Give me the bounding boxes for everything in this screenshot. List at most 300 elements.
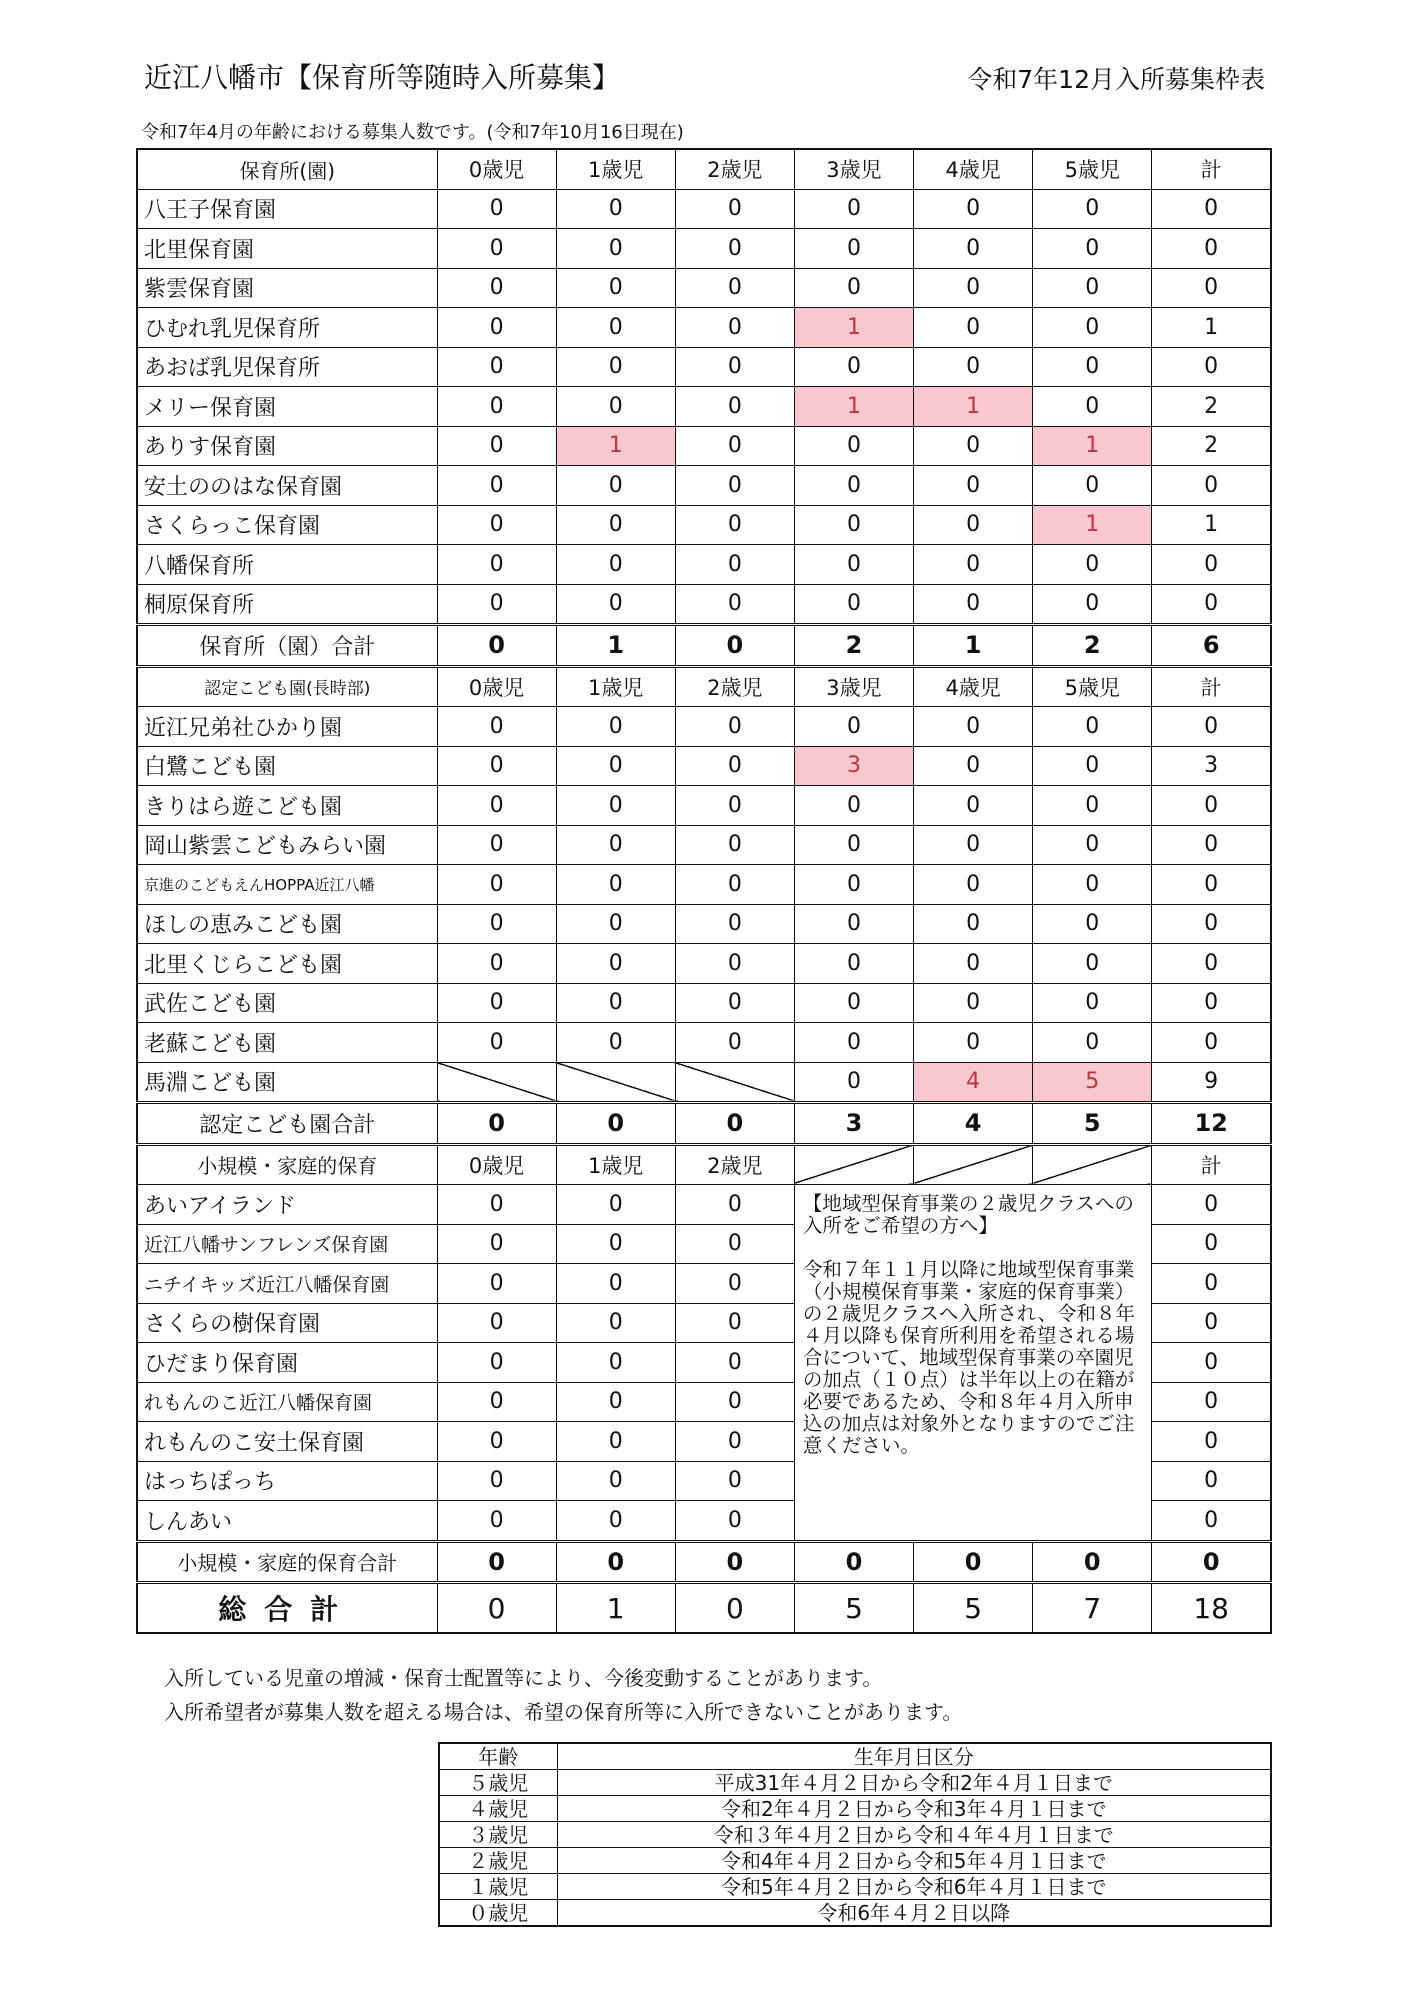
count-cell: 0 [437,983,556,1023]
count-cell: 0 [556,466,675,506]
count-cell: 0 [794,786,913,826]
count-cell: 0 [1152,584,1271,625]
grand-total-label: 総合計 [137,1583,437,1634]
facility-name: はっちぽっち [137,1461,437,1501]
count-cell: 0 [1033,1023,1152,1063]
count-cell: 0 [1152,786,1271,826]
column-header: 1歳児 [556,1144,675,1185]
table-row [137,545,1271,585]
facility-name: れもんのこ安土保育園 [137,1422,437,1462]
count-cell: 0 [675,1501,794,1542]
column-header: 0歳児 [437,149,556,189]
count-cell: 0 [1152,1185,1271,1225]
birthdate-range: 令和6年４月２日以降 [557,1900,1271,1927]
facility-name: あおば乳児保育所 [137,347,437,387]
count-cell: 0 [675,944,794,984]
column-header: 3歳児 [794,149,913,189]
count-cell: 0 [1152,1224,1271,1264]
top-note: 令和7年4月の年齢における募集人数です。(令和7年10月16日現在) [141,122,684,143]
age-label: ３歳児 [439,1822,557,1848]
notice-body: 令和７年１１月以降に地域型保育事業（小規模保育事業・家庭的保育事業）の２歳児クラスへ入所され、令和８年４月以降も保育所利用を希望される場合について、地域型保育事業の卒園児の加点（１０点）は半年以上の在籍が必要であるため、令和８年４月入所申込の加点は対象外となりますのでご注意ください。 [802,1258,1136,1457]
count-cell: 3 [1152,746,1271,786]
count-cell: 0 [556,1382,675,1422]
facility-name: メリー保育園 [137,387,437,427]
count-cell: 0 [1152,1303,1271,1343]
count-cell: 0 [1152,825,1271,865]
count-cell: 0 [1033,466,1152,506]
count-cell: 0 [437,1185,556,1225]
count-cell: 0 [556,545,675,585]
count-cell: 0 [1152,347,1271,387]
count-cell: 0 [556,1303,675,1343]
facility-name: 近江八幡サンフレンズ保育園 [137,1224,437,1264]
count-cell: 0 [675,229,794,269]
count-cell: 0 [1152,983,1271,1023]
count-cell: 0 [914,825,1033,865]
count-cell: 0 [437,1501,556,1542]
age-label: ０歳児 [439,1900,557,1927]
count-cell: 0 [556,387,675,427]
facility-name: 京進のこどもえんHOPPA近江八幡 [137,865,437,905]
count-cell: 0 [794,229,913,269]
table-row [137,229,1271,269]
count-cell: 0 [437,1303,556,1343]
not-applicable-cell [1033,1144,1152,1185]
count-cell: 0 [1033,387,1152,427]
subtotal-cell: 0 [437,1103,556,1145]
count-cell: 0 [794,189,913,229]
count-cell: 0 [1152,1343,1271,1383]
count-cell: 0 [794,825,913,865]
header-row [137,1144,1271,1185]
table-row [137,426,1271,466]
count-cell: 0 [794,545,913,585]
count-cell: 0 [437,904,556,944]
count-cell: 0 [1033,944,1152,984]
count-cell: 0 [794,865,913,905]
count-cell: 0 [914,944,1033,984]
subtotal-cell: 4 [914,1103,1033,1145]
count-cell: 0 [914,786,1033,826]
count-cell: 0 [437,308,556,348]
count-cell: 0 [675,1343,794,1383]
facility-name: ありす保育園 [137,426,437,466]
count-cell: 0 [1152,865,1271,905]
count-cell: 0 [914,707,1033,747]
column-header: 1歳児 [556,666,675,707]
count-cell: 0 [556,268,675,308]
count-cell: 0 [556,584,675,625]
count-cell: 0 [1152,1422,1271,1462]
subtotal-cell: 3 [794,1103,913,1145]
count-cell: 0 [437,545,556,585]
count-cell: 0 [794,347,913,387]
count-cell: 0 [1152,466,1271,506]
count-cell: 0 [794,707,913,747]
count-cell: 0 [437,347,556,387]
count-cell: 1 [794,387,913,427]
count-cell: 0 [794,466,913,506]
count-cell: 0 [1033,308,1152,348]
page-title: 近江八幡市【保育所等随時入所募集】 [144,61,621,94]
table-row [137,466,1271,506]
subtotal-label: 保育所（園）合計 [137,625,437,667]
not-applicable-cell [914,1144,1033,1185]
count-cell: 0 [675,1303,794,1343]
count-cell: 0 [437,746,556,786]
count-cell: 3 [794,746,913,786]
count-cell: 0 [794,944,913,984]
grand-total-cell: 7 [1033,1583,1152,1634]
count-cell: 0 [675,1264,794,1304]
count-cell: 0 [794,584,913,625]
age-row [439,1770,1271,1796]
count-cell: 1 [1033,505,1152,545]
count-cell: 0 [1152,1382,1271,1422]
count-cell: 0 [675,746,794,786]
count-cell: 0 [1033,347,1152,387]
count-cell: 0 [437,229,556,269]
count-cell: 0 [914,746,1033,786]
count-cell: 0 [914,865,1033,905]
age-label: ２歳児 [439,1848,557,1874]
subtotal-label: 認定こども園合計 [137,1103,437,1145]
count-cell: 0 [1152,189,1271,229]
count-cell: 0 [675,268,794,308]
count-cell: 0 [675,865,794,905]
count-cell: 0 [1152,545,1271,585]
grand-total-cell: 0 [437,1583,556,1634]
count-cell: 2 [1152,387,1271,427]
facility-name: ほしの恵みこども園 [137,904,437,944]
subtotal-cell: 1 [914,625,1033,667]
column-header: 年齢 [439,1743,557,1770]
grand-total-cell: 1 [556,1583,675,1634]
subtotal-cell: 0 [556,1541,675,1583]
count-cell: 0 [437,707,556,747]
table-row [137,584,1271,625]
count-cell: 0 [1033,584,1152,625]
count-cell: 5 [1033,1062,1152,1103]
count-cell: 0 [794,505,913,545]
count-cell: 0 [556,746,675,786]
column-header: 計 [1152,666,1271,707]
subtotal-cell: 2 [794,625,913,667]
facility-name: 八幡保育所 [137,545,437,585]
age-label: １歳児 [439,1874,557,1900]
count-cell: 0 [1033,983,1152,1023]
count-cell: 0 [794,983,913,1023]
table-row [137,1062,1271,1103]
birthdate-range: 令和2年４月２日から令和3年４月１日まで [557,1796,1271,1822]
count-cell: 0 [437,1264,556,1304]
facility-name: さくらっこ保育園 [137,505,437,545]
subtotal-row [137,625,1271,667]
count-cell: 2 [1152,426,1271,466]
count-cell: 1 [1152,505,1271,545]
section-header: 小規模・家庭的保育 [137,1144,437,1185]
subtotal-row [137,1541,1271,1583]
count-cell: 0 [556,189,675,229]
count-cell: 0 [914,268,1033,308]
table-row [137,1185,1271,1225]
count-cell: 0 [437,1343,556,1383]
column-header: 3歳児 [794,666,913,707]
column-header: 5歳児 [1033,149,1152,189]
page-subtitle: 令和7年12月入所募集枠表 [967,65,1265,94]
count-cell: 0 [675,1422,794,1462]
count-cell: 0 [556,1501,675,1542]
count-cell: 0 [675,983,794,1023]
count-cell: 0 [556,1224,675,1264]
grand-total-row [137,1583,1271,1634]
count-cell: 0 [437,1023,556,1063]
count-cell: 0 [1152,268,1271,308]
footnote: 入所している児童の増減・保育士配置等により、今後変動することがあります。 [164,1666,883,1690]
column-header: 0歳児 [437,666,556,707]
not-applicable-cell [437,1062,556,1103]
count-cell: 0 [556,1343,675,1383]
table-row [137,387,1271,427]
column-header: 5歳児 [1033,666,1152,707]
birthdate-range: 令和5年４月２日から令和6年４月１日まで [557,1874,1271,1900]
count-cell: 0 [556,786,675,826]
age-row [439,1796,1271,1822]
facility-name: 安土ののはな保育園 [137,466,437,506]
count-cell: 0 [1152,904,1271,944]
count-cell: 1 [794,308,913,348]
count-cell: 0 [675,189,794,229]
subtotal-cell: 12 [1152,1103,1271,1145]
count-cell: 0 [437,426,556,466]
table-row [137,268,1271,308]
column-header: 2歳児 [675,666,794,707]
count-cell: 0 [1152,944,1271,984]
count-cell: 0 [556,865,675,905]
column-header: 2歳児 [675,1144,794,1185]
subtotal-row [137,1103,1271,1145]
notice-title: 【地域型保育事業の２歳児クラスへの入所をご希望の方へ】 [802,1192,1134,1237]
count-cell: 0 [437,584,556,625]
count-cell: 0 [675,786,794,826]
count-cell: 0 [675,347,794,387]
count-cell: 0 [675,584,794,625]
count-cell: 0 [437,1382,556,1422]
count-cell: 0 [437,1224,556,1264]
count-cell: 0 [1033,268,1152,308]
subtotal-cell: 0 [1152,1541,1271,1583]
count-cell: 0 [675,1224,794,1264]
subtotal-cell: 2 [1033,625,1152,667]
column-header: 0歳児 [437,1144,556,1185]
table-row [137,505,1271,545]
count-cell: 0 [675,466,794,506]
count-cell: 0 [794,268,913,308]
count-cell: 0 [1152,707,1271,747]
grand-total-cell: 18 [1152,1583,1271,1634]
facility-name: ひだまり保育園 [137,1343,437,1383]
facility-name: ニチイキッズ近江八幡保育園 [137,1264,437,1304]
facility-name: 北里くじらこども園 [137,944,437,984]
count-cell: 0 [914,1023,1033,1063]
count-cell: 0 [1152,1501,1271,1542]
count-cell: 0 [675,308,794,348]
count-cell: 0 [556,1023,675,1063]
count-cell: 0 [556,505,675,545]
count-cell: 0 [794,1062,913,1103]
not-applicable-cell [794,1144,913,1185]
count-cell: 0 [675,387,794,427]
header-row [137,666,1271,707]
count-cell: 0 [675,1382,794,1422]
age-row [439,1822,1271,1848]
facility-name: きりはら遊こども園 [137,786,437,826]
section-header: 保育所(園) [137,149,437,189]
count-cell: 0 [1033,229,1152,269]
subtotal-cell: 0 [914,1541,1033,1583]
table-row [137,865,1271,905]
count-cell: 0 [675,545,794,585]
footnote: 入所希望者が募集人数を超える場合は、希望の保育所等に入所できないことがあります。 [164,1700,963,1724]
subtotal-cell: 1 [556,625,675,667]
table-row [137,189,1271,229]
facility-name: 桐原保育所 [137,584,437,625]
grand-total-cell: 5 [794,1583,913,1634]
facility-name: 八王子保育園 [137,189,437,229]
subtotal-cell: 0 [794,1541,913,1583]
count-cell: 0 [914,983,1033,1023]
age-birthdate-table [438,1742,1272,1927]
count-cell: 0 [675,426,794,466]
grand-total-cell: 0 [675,1583,794,1634]
count-cell: 0 [914,584,1033,625]
age-row [439,1848,1271,1874]
not-applicable-cell [556,1062,675,1103]
count-cell: 0 [1033,746,1152,786]
count-cell: 0 [1152,1023,1271,1063]
count-cell: 0 [437,865,556,905]
count-cell: 0 [1152,1461,1271,1501]
subtotal-cell: 5 [1033,1103,1152,1145]
count-cell: 0 [1033,786,1152,826]
count-cell: 0 [914,545,1033,585]
count-cell: 0 [556,229,675,269]
count-cell: 0 [914,466,1033,506]
count-cell: 0 [437,505,556,545]
subtotal-label: 小規模・家庭的保育合計 [137,1541,437,1583]
facility-name: 白鷺こども園 [137,746,437,786]
count-cell: 0 [914,308,1033,348]
facility-name: さくらの樹保育園 [137,1303,437,1343]
count-cell: 1 [556,426,675,466]
count-cell: 0 [914,904,1033,944]
count-cell: 0 [437,1461,556,1501]
count-cell: 0 [1033,707,1152,747]
count-cell: 0 [437,825,556,865]
count-cell: 1 [1152,308,1271,348]
count-cell: 0 [556,1264,675,1304]
table-row [137,308,1271,348]
count-cell: 0 [437,387,556,427]
age-label: ４歳児 [439,1796,557,1822]
count-cell: 0 [437,466,556,506]
not-applicable-cell [675,1062,794,1103]
column-header: 生年月日区分 [557,1743,1271,1770]
birthdate-range: 令和4年４月２日から令和5年４月１日まで [557,1848,1271,1874]
count-cell: 9 [1152,1062,1271,1103]
birthdate-range: 平成31年４月２日から令和2年４月１日まで [557,1770,1271,1796]
subtotal-cell: 0 [675,625,794,667]
facility-name: 馬淵こども園 [137,1062,437,1103]
facility-name: 岡山紫雲こどもみらい園 [137,825,437,865]
table-row [137,983,1271,1023]
facility-name: しんあい [137,1501,437,1542]
count-cell: 0 [437,1422,556,1462]
recruitment-table [136,148,1272,1634]
count-cell: 0 [914,229,1033,269]
count-cell: 0 [675,707,794,747]
count-cell: 0 [675,1023,794,1063]
birthdate-range: 令和３年４月２日から令和４年４月１日まで [557,1822,1271,1848]
count-cell: 0 [675,825,794,865]
count-cell: 0 [437,786,556,826]
table-row [137,904,1271,944]
count-cell: 0 [794,426,913,466]
count-cell: 0 [556,308,675,348]
header-row [137,149,1271,189]
column-header: 計 [1152,149,1271,189]
count-cell: 0 [556,1461,675,1501]
count-cell: 0 [556,904,675,944]
count-cell: 0 [556,944,675,984]
section-header: 認定こども園(長時部) [137,666,437,707]
age-table-header [439,1743,1271,1770]
count-cell: 0 [675,904,794,944]
count-cell: 0 [437,189,556,229]
facility-name: れもんのこ近江八幡保育園 [137,1382,437,1422]
table-row [137,1023,1271,1063]
grand-total-cell: 5 [914,1583,1033,1634]
age-row [439,1874,1271,1900]
count-cell: 0 [675,1185,794,1225]
count-cell: 0 [1033,825,1152,865]
count-cell: 0 [914,505,1033,545]
count-cell: 1 [914,387,1033,427]
count-cell: 0 [794,1023,913,1063]
subtotal-cell: 0 [556,1103,675,1145]
count-cell: 0 [794,904,913,944]
subtotal-cell: 0 [437,625,556,667]
column-header: 4歳児 [914,149,1033,189]
facility-name: あいアイランド [137,1185,437,1225]
regional-care-notice [794,1185,1151,1542]
subtotal-cell: 0 [675,1541,794,1583]
count-cell: 0 [675,1461,794,1501]
table-row [137,746,1271,786]
subtotal-cell: 6 [1152,625,1271,667]
facility-name: 近江兄弟社ひかり園 [137,707,437,747]
count-cell: 4 [914,1062,1033,1103]
age-label: ５歳児 [439,1770,557,1796]
count-cell: 0 [1033,904,1152,944]
count-cell: 0 [437,268,556,308]
column-header: 計 [1152,1144,1271,1185]
count-cell: 0 [1152,229,1271,269]
subtotal-cell: 0 [1033,1541,1152,1583]
facility-name: 紫雲保育園 [137,268,437,308]
count-cell: 0 [914,426,1033,466]
table-row [137,825,1271,865]
